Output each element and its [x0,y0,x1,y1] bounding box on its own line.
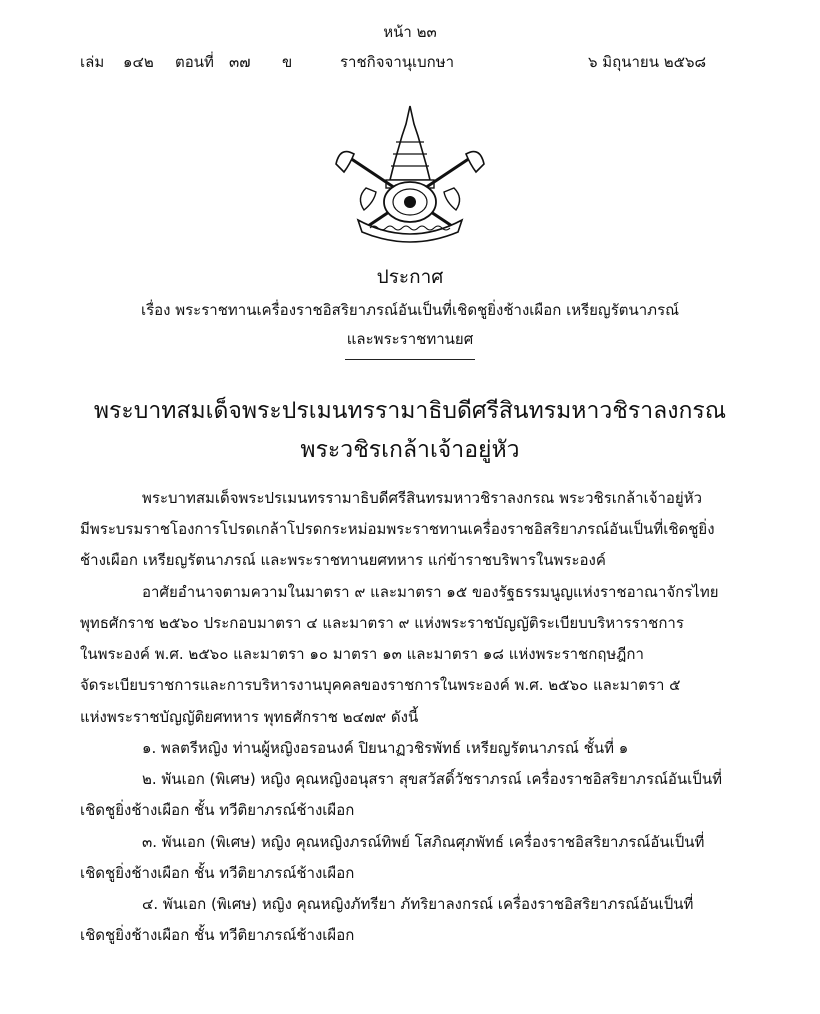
body-line: ช้างเผือก เหรียญรัตนาภรณ์ และพระราชทานยศทหาร แก่ข้าราชบริพารในพระองค์ [80,551,606,569]
subject-line-1: เรื่อง พระราชทานเครื่องราชอิสริยาภรณ์อันเป็นที่เชิดชูยิ่งช้างเผือก เหรียญรัตนาภรณ์ [140,301,680,319]
king-name-line-2: พระวชิรเกล้าเจ้าอยู่หัว [300,437,520,463]
list-item-3: ๓. พันเอก (พิเศษ) หญิง คุณหญิงภรณ์ทิพย์ โสภิณศุภพัทธ์ เครื่องราชอิสริยาภรณ์อันเป็นที่ [142,833,705,851]
list-item-1: ๑. พลตรีหญิง ท่านผู้หญิงอรอนงค์ ปิยนาฏวชิรพัทธ์ เหรียญรัตนาภรณ์ ชั้นที่ ๑ [142,739,629,757]
part-label: ตอนที่ [175,53,214,71]
publish-date: ๖ มิถุนายน ๒๕๖๘ [588,53,707,71]
subject-line-2: และพระราชทานยศ [346,330,474,348]
body-line: แห่งพระราชบัญญัติยศทหาร พุทธศักราช ๒๔๗๙ ดังนี้ [80,708,419,726]
section-letter: ข [282,53,293,71]
body-line: มีพระบรมราชโองการโปรดเกล้าโปรดกระหม่อมพระราชทานเครื่องราชอิสริยาภรณ์อันเป็นที่เชิดชูยิ่ง [80,520,715,538]
announcement-title: ประกาศ [376,266,444,288]
body-line: ในพระองค์ พ.ศ. ๒๕๖๐ และมาตรา ๑๐ มาตรา ๑๓ และมาตรา ๑๘ แห่งพระราชกฤษฎีกา [80,645,644,663]
list-item-2-cont: เชิดชูยิ่งช้างเผือก ชั้น ทวีติยาภรณ์ช้างเผือก [80,801,355,819]
list-item-2: ๒. พันเอก (พิเศษ) หญิง คุณหญิงอนุสรา สุขสวัสดิ์วัชราภรณ์ เครื่องราชอิสริยาภรณ์อันเป็นที่ [142,770,722,788]
list-item-3-cont: เชิดชูยิ่งช้างเผือก ชั้น ทวีติยาภรณ์ช้างเผือก [80,864,355,882]
gazette-name: ราชกิจจานุเบกษา [340,53,455,71]
list-item-4: ๔. พันเอก (พิเศษ) หญิง คุณหญิงภัทรียา ภัทริยาลงกรณ์ เครื่องราชอิสริยาภรณ์อันเป็นที่ [142,895,694,913]
royal-emblem-icon [330,102,490,247]
body-line: อาศัยอำนาจตามความในมาตรา ๙ และมาตรา ๑๕ ของรัฐธรรมนูญแห่งราชอาณาจักรไทย [142,583,719,601]
part-number: ๓๗ [229,53,251,71]
volume-number: ๑๔๒ [123,53,154,71]
volume-label: เล่ม [80,53,105,71]
list-item-4-cont: เชิดชูยิ่งช้างเผือก ชั้น ทวีติยาภรณ์ช้างเผือก [80,926,355,944]
body-line: จัดระเบียบราชการและการบริหารงานบุคคลของราชการในพระองค์ พ.ศ. ๒๕๖๐ และมาตรา ๕ [80,676,681,694]
page-number: หน้า ๒๓ [383,23,437,41]
king-name-line-1: พระบาทสมเด็จพระปรเมนทรรามาธิบดีศรีสินทรมหาวชิราลงกรณ [93,398,727,424]
body-line: พระบาทสมเด็จพระปรเมนทรรามาธิบดีศรีสินทรมหาวชิราลงกรณ พระวชิรเกล้าเจ้าอยู่หัว [142,489,703,507]
body-line: พุทธศักราช ๒๕๖๐ ประกอบมาตรา ๔ และมาตรา ๙ แห่งพระราชบัญญัติระเบียบบริหารราชการ [80,614,684,632]
title-divider [345,359,475,360]
